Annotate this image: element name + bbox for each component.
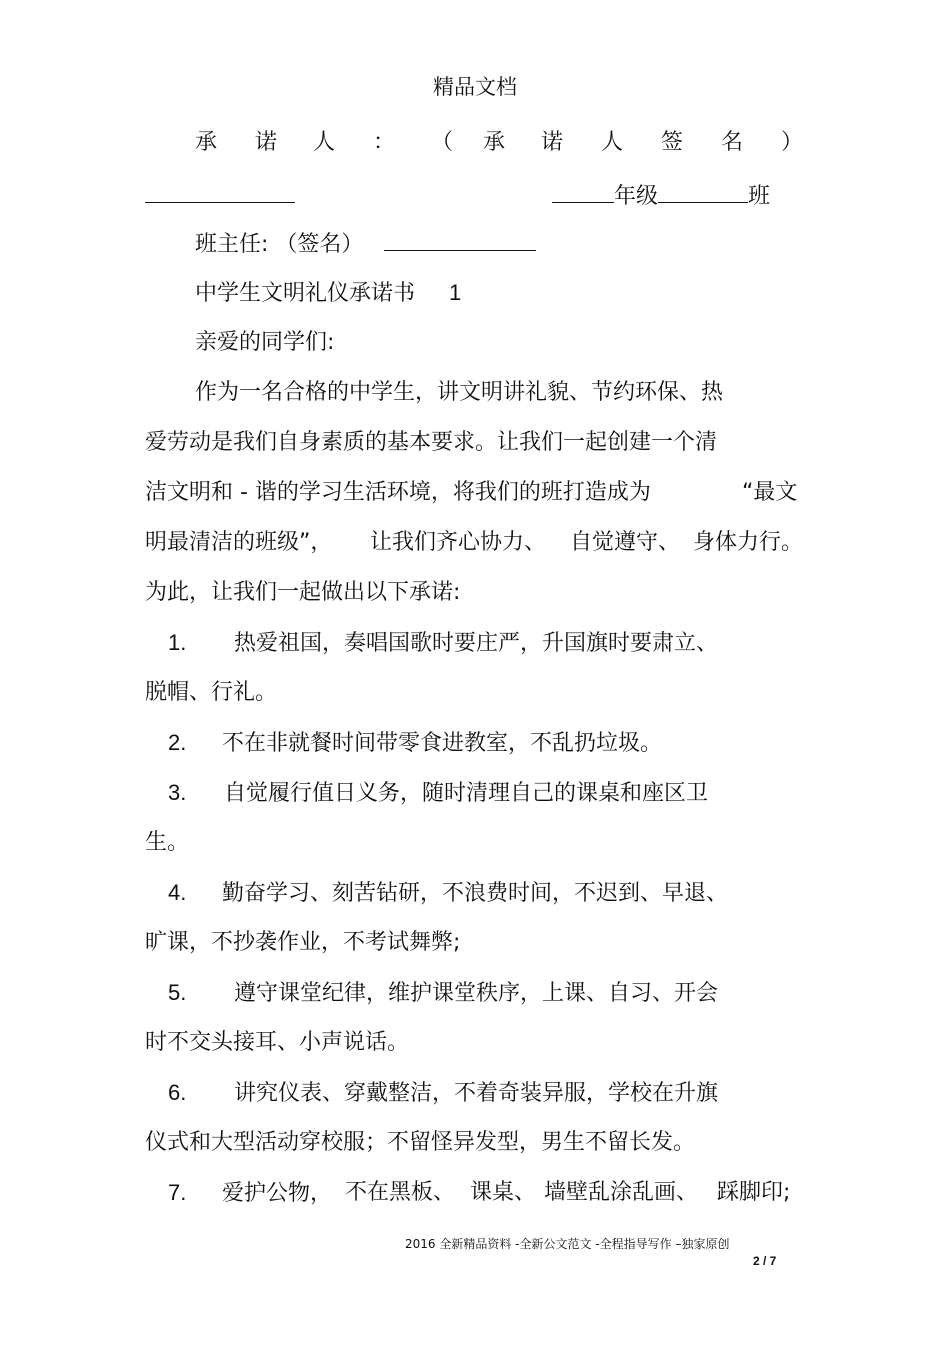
sig-char: 诺	[541, 130, 564, 155]
greeting: 亲爱的同学们:	[195, 330, 335, 355]
intro-line: 洁文明和 - 谐的学习生活环境，将我们的班打造成为	[145, 480, 651, 505]
promiser-signature-line	[195, 128, 804, 158]
sig-char: 承	[483, 130, 506, 155]
list-item: 6. 讲究仪表、穿戴整洁，不着奇装异服，学校在升旗	[168, 1080, 719, 1106]
intro-line: 身体力行。	[693, 530, 804, 555]
sig-char: （	[431, 130, 454, 155]
grade-class-line	[552, 180, 770, 212]
list-item: 7. 爱护公物，	[168, 1180, 333, 1206]
list-item-fragment: 课桌、	[470, 1180, 537, 1205]
promiser-signature-blank	[145, 180, 295, 212]
sig-char: 人	[313, 130, 336, 155]
teacher-signature-line	[195, 228, 536, 260]
list-item-fragment: 墙壁乱涂乱画、	[544, 1180, 699, 1205]
sig-char: 人	[601, 130, 624, 155]
grade-label: 年级	[614, 184, 659, 209]
intro-line: 让我们齐心协力、	[370, 530, 547, 555]
list-item: 1. 热爱祖国，奏唱国歌时要庄严，升国旗时要肃立、	[168, 630, 719, 656]
intro-line: 爱劳动是我们自身素质的基本要求。让我们一起创建一个清	[145, 430, 718, 455]
list-item-fragment: 不在黑板、	[345, 1180, 456, 1205]
page-number: 2 / 7	[753, 1254, 777, 1268]
sig-char: 签	[661, 130, 684, 155]
intro-line: 为此，让我们一起做出以下承诺:	[145, 580, 461, 605]
teacher-label: 班主任: （签名）	[195, 232, 364, 257]
list-item-continuation: 仪式和大型活动穿校服；不留怪异发型，男生不留长发。	[145, 1130, 696, 1155]
intro-line: 自觉遵守、	[570, 530, 681, 555]
list-item-continuation: 旷课，不抄袭作业，不考试舞弊;	[145, 930, 461, 955]
sig-char: ：	[373, 130, 396, 155]
list-item-fragment: 踩脚印;	[717, 1180, 791, 1205]
document-title: 中学生文明礼仪承诺书 1	[195, 280, 462, 306]
list-item: 4. 勤奋学习、刻苦钻研，不浪费时间，不迟到、早退、	[168, 880, 729, 906]
list-item-continuation: 时不交头接耳、小声说话。	[145, 1030, 410, 1055]
list-item-continuation: 生。	[145, 830, 190, 855]
list-item: 3. 自觉履行值日义务，随时清理自己的课桌和座区卫	[168, 780, 709, 806]
list-item-continuation: 脱帽、行礼。	[145, 680, 278, 705]
intro-line: 明最清洁的班级”，	[145, 530, 333, 555]
intro-line: 作为一名合格的中学生，讲文明讲礼貌、节约环保、热	[195, 380, 724, 405]
sig-char: 名	[721, 130, 744, 155]
sig-char: 承	[195, 130, 218, 155]
sig-char: ）	[781, 130, 804, 155]
intro-line: “最文	[742, 480, 798, 505]
sig-char: 诺	[255, 130, 278, 155]
page-footer: 2016 全新精品资料 -全新公文范文 -全程指导写作 –独家原创	[405, 1237, 730, 1251]
list-item: 2. 不在非就餐时间带零食进教室，不乱扔垃圾。	[168, 730, 663, 756]
list-item: 5. 遵守课堂纪律，维护课堂秩序，上课、自习、开会	[168, 980, 719, 1006]
page-header: 精品文档	[433, 75, 517, 99]
class-label: 班	[748, 184, 771, 209]
